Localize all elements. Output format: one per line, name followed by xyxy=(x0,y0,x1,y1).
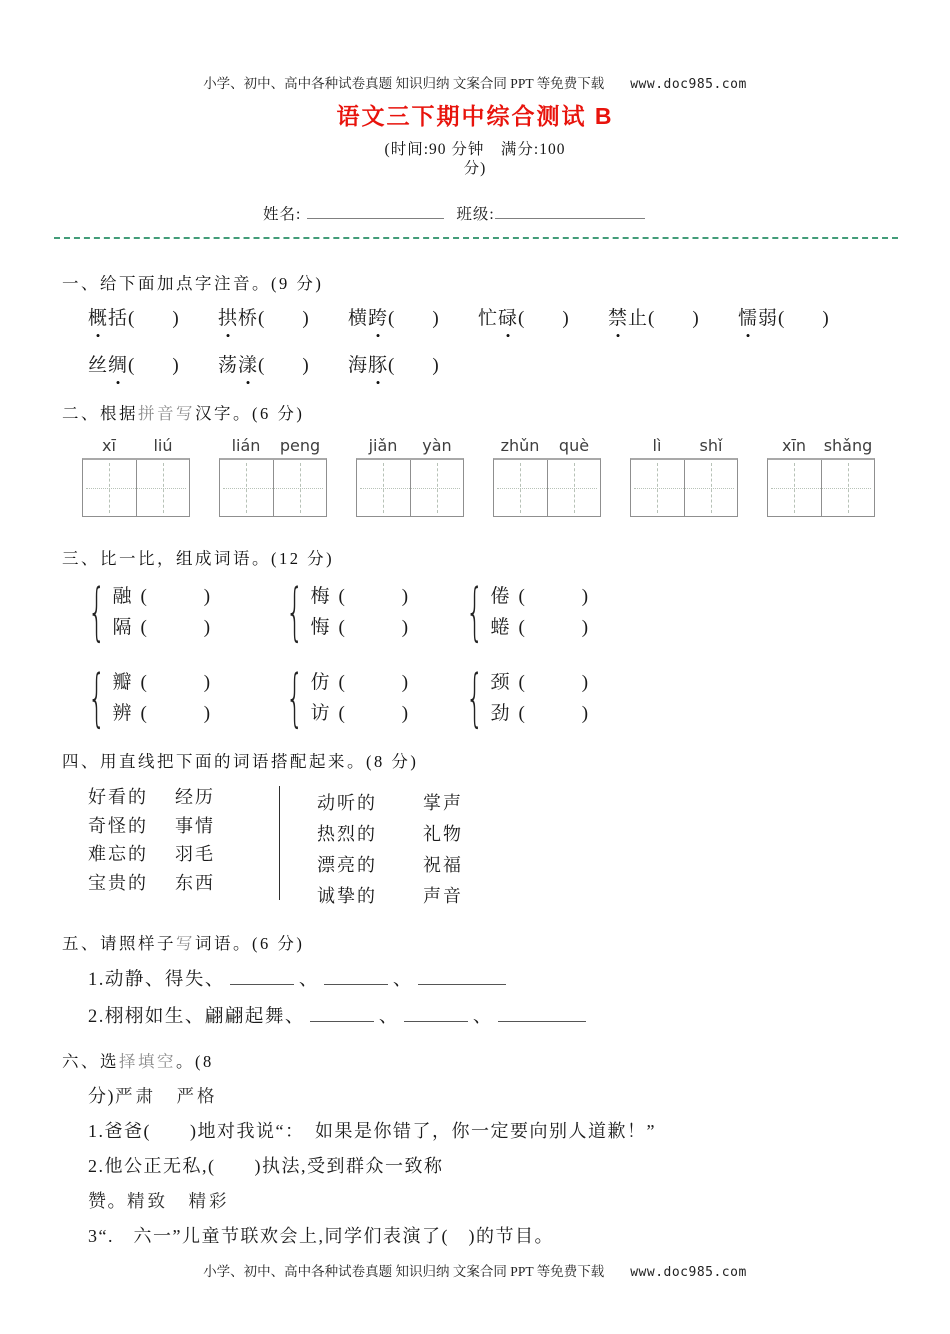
match-word[interactable]: 声音 xyxy=(423,886,463,906)
header-promo-text: 小学、初中、高中各种试卷真题 知识归纳 文案合同 PPT 等免费下载 xyxy=(203,76,605,91)
dotted-char xyxy=(88,303,109,343)
compare-group xyxy=(283,660,463,734)
heading-continuation: 分) xyxy=(88,1086,115,1106)
compare-item xyxy=(310,698,408,729)
page-title: 语文三下期中综合测试 B xyxy=(336,103,614,129)
match-word[interactable]: 漂亮的 xyxy=(317,855,377,875)
match-word[interactable]: 好看的 xyxy=(88,787,148,807)
answer-bracket[interactable]: ( ) xyxy=(338,703,409,724)
writing-cell[interactable] xyxy=(83,460,137,516)
compare-char: 访 xyxy=(310,703,331,724)
brace-icon: { xyxy=(285,574,304,648)
dotted-char xyxy=(738,303,759,343)
emphasis-dot-icon: • xyxy=(225,328,231,343)
compare-item xyxy=(112,612,210,643)
word-dotted: 跨 xyxy=(368,308,389,329)
header-site-url: www.doc985.com xyxy=(630,77,747,92)
answer-bracket[interactable]: ( ) xyxy=(258,308,309,329)
compare-char: 劲 xyxy=(490,703,511,724)
compare-group xyxy=(85,574,283,648)
name-blank-field[interactable] xyxy=(307,203,444,219)
separator-mark: 、 xyxy=(472,1007,493,1027)
pinyin-syllable: xīn xyxy=(781,436,807,455)
exam-info xyxy=(0,140,950,178)
footer-site-url: www.doc985.com xyxy=(630,1265,747,1280)
answer-bracket[interactable]: ( ) xyxy=(140,617,211,638)
answer-bracket[interactable]: ( ) xyxy=(518,672,589,693)
section-5-heading xyxy=(62,930,920,954)
pinyin-label xyxy=(767,436,875,455)
pinyin-syllable: liú xyxy=(153,436,173,455)
heading-seg-gray: 拼音写 xyxy=(138,404,195,423)
compare-item xyxy=(490,612,588,643)
dotted-char xyxy=(108,350,129,390)
compare-char: 融 xyxy=(112,586,133,607)
option-words: 严肃 严格 xyxy=(115,1086,218,1106)
section-1-heading: 一、给下面加点字注音。(9 分) xyxy=(62,274,324,293)
match-word[interactable]: 礼物 xyxy=(423,824,463,844)
question-2-continuation: 赞。 xyxy=(88,1191,127,1211)
compare-item xyxy=(112,667,210,698)
section-1-row-1 xyxy=(88,303,920,343)
word-item xyxy=(88,350,218,390)
answer-bracket[interactable]: ( ) xyxy=(128,355,179,376)
word-post: 桥 xyxy=(238,308,259,329)
word-post: 止 xyxy=(628,308,649,329)
writing-cell[interactable] xyxy=(631,460,685,516)
section-2-heading xyxy=(62,400,920,424)
dotted-char xyxy=(368,303,389,343)
match-word[interactable]: 诚挚的 xyxy=(317,886,377,906)
writing-cell[interactable] xyxy=(274,460,327,516)
compare-char: 蜷 xyxy=(490,617,511,638)
section-2-write-hanzi xyxy=(62,400,920,517)
word-post: 括 xyxy=(108,308,129,329)
word-dotted: 禁 xyxy=(608,308,629,329)
answer-blank[interactable] xyxy=(324,969,388,985)
match-word[interactable]: 动听的 xyxy=(317,793,377,813)
pinyin-label xyxy=(493,436,601,455)
compare-groups xyxy=(85,574,920,734)
compare-group xyxy=(283,574,463,648)
pinyin-grid-item xyxy=(356,436,464,517)
class-label: 班级: xyxy=(456,206,495,223)
emphasis-dot-icon: • xyxy=(115,375,121,390)
dotted-char xyxy=(218,303,239,343)
options-line-1 xyxy=(88,1085,920,1107)
emphasis-dot-icon: • xyxy=(245,375,251,390)
answer-bracket[interactable]: ( ) xyxy=(338,617,409,638)
word-pre: 丝 xyxy=(88,355,109,376)
word-dotted: 豚 xyxy=(368,355,389,376)
writing-grid[interactable] xyxy=(219,458,327,517)
match-word[interactable]: 事情 xyxy=(175,815,215,836)
match-word[interactable]: 掌声 xyxy=(423,793,463,813)
answer-bracket[interactable]: ( ) xyxy=(338,672,409,693)
emphasis-dot-icon: • xyxy=(615,328,621,343)
pinyin-grid-item xyxy=(767,436,875,517)
pinyin-syllable: yàn xyxy=(422,436,452,455)
footer-promo-text: 小学、初中、高中各种试卷真题 知识归纳 文案合同 PPT 等免费下载 xyxy=(203,1264,605,1279)
answer-bracket[interactable]: ( ) xyxy=(128,308,179,329)
emphasis-dot-icon: • xyxy=(95,328,101,343)
answer-bracket[interactable]: ( ) xyxy=(388,355,439,376)
name-label: 姓名: xyxy=(263,206,302,223)
pinyin-syllable: shǎng xyxy=(823,436,873,455)
dotted-char xyxy=(238,350,259,390)
brace-icon: { xyxy=(87,574,106,648)
answer-bracket[interactable]: ( ) xyxy=(518,703,589,724)
heading-seg: 六、选 xyxy=(62,1052,119,1071)
match-col-nouns-b xyxy=(423,788,463,912)
pinyin-label xyxy=(630,436,738,455)
match-col-nouns-a xyxy=(175,783,279,912)
class-blank-field[interactable] xyxy=(495,203,645,219)
writing-cell[interactable] xyxy=(685,460,738,516)
word-item xyxy=(88,303,218,343)
compare-item xyxy=(490,667,588,698)
answer-blank[interactable] xyxy=(404,1006,468,1022)
writing-grid[interactable] xyxy=(630,458,738,517)
separator-mark: 、 xyxy=(392,970,413,990)
pattern-prefix: 2.栩栩如生、翩翩起舞、 xyxy=(88,1007,305,1027)
answer-bracket[interactable]: ( ) xyxy=(518,586,589,607)
dotted-char xyxy=(368,350,389,390)
dashed-separator xyxy=(54,237,898,239)
pinyin-label xyxy=(356,436,464,455)
match-area xyxy=(88,783,920,912)
option-words: 精致 精彩 xyxy=(127,1191,230,1211)
word-dotted: 漾 xyxy=(238,355,259,376)
pattern-prefix: 1.动静、得失、 xyxy=(88,970,225,990)
compare-group xyxy=(463,574,920,648)
word-item xyxy=(608,303,738,343)
emphasis-dot-icon: • xyxy=(505,328,511,343)
section-6-heading xyxy=(62,1048,920,1072)
answer-bracket[interactable]: ( ) xyxy=(778,308,829,329)
answer-blank[interactable] xyxy=(418,969,506,985)
writing-grid[interactable] xyxy=(356,458,464,517)
compare-char: 隔 xyxy=(112,617,133,638)
brace-icon: { xyxy=(285,660,304,734)
compare-char: 瓣 xyxy=(112,672,133,693)
match-word[interactable]: 宝贵的 xyxy=(88,872,148,893)
word-pre: 海 xyxy=(348,355,369,376)
section-1-zhuyin xyxy=(62,270,920,390)
compare-char: 颈 xyxy=(490,672,511,693)
header-bar xyxy=(0,72,950,92)
dotted-char xyxy=(498,303,519,343)
match-col-adjectives-a xyxy=(88,783,175,912)
brace-icon: { xyxy=(465,660,484,734)
footer-bar xyxy=(0,1260,950,1280)
match-word[interactable]: 经历 xyxy=(175,787,215,807)
section-5-word-patterns xyxy=(62,930,920,1028)
answer-bracket[interactable]: ( ) xyxy=(140,703,211,724)
word-item xyxy=(478,303,608,343)
emphasis-dot-icon: • xyxy=(375,328,381,343)
word-post: 弱 xyxy=(758,308,779,329)
writing-grid[interactable] xyxy=(767,458,875,517)
heading-seg: 五、请照样子 xyxy=(62,934,176,953)
compare-char: 倦 xyxy=(490,586,511,607)
compare-item xyxy=(490,581,588,612)
word-item xyxy=(348,350,478,390)
word-dotted: 拱 xyxy=(218,308,239,329)
student-info-row xyxy=(263,202,645,224)
pinyin-grid-row xyxy=(82,436,920,517)
answer-bracket[interactable]: ( ) xyxy=(338,586,409,607)
pinyin-syllable: zhǔn xyxy=(500,436,540,455)
compare-group xyxy=(85,660,283,734)
writing-grid[interactable] xyxy=(82,458,190,517)
writing-cell[interactable] xyxy=(768,460,822,516)
match-word[interactable]: 热烈的 xyxy=(317,824,377,844)
section-4-match-words xyxy=(62,748,920,912)
word-pre: 横 xyxy=(348,308,369,329)
compare-item xyxy=(310,581,408,612)
pinyin-syllable: peng xyxy=(279,436,321,455)
answer-blank[interactable] xyxy=(310,1006,374,1022)
word-item xyxy=(218,303,348,343)
compare-item xyxy=(490,698,588,729)
compare-char: 辨 xyxy=(112,703,133,724)
compare-group xyxy=(463,660,920,734)
pinyin-syllable: xī xyxy=(102,436,116,455)
question-3: 3“. 六一”儿童节联欢会上,同学们表演了( )的节目。 xyxy=(88,1226,554,1246)
section-6-choose-fill xyxy=(62,1048,920,1247)
compare-item xyxy=(310,612,408,643)
answer-bracket[interactable]: ( ) xyxy=(648,308,699,329)
heading-seg: 。(8 xyxy=(176,1052,214,1071)
writing-grid[interactable] xyxy=(493,458,601,517)
pinyin-grid-item xyxy=(219,436,327,517)
section-3-heading: 三、比一比，组成词语。(12 分) xyxy=(62,549,335,568)
exam-info-line2: 分) xyxy=(463,160,487,177)
match-word[interactable]: 奇怪的 xyxy=(88,815,148,836)
word-dotted: 绸 xyxy=(108,355,129,376)
question-2: 2.他公正无私,( )执法,受到群众一致称 xyxy=(88,1156,444,1176)
pinyin-label xyxy=(82,436,190,455)
brace-icon: { xyxy=(87,660,106,734)
section-1-row-2 xyxy=(88,350,920,390)
answer-blank[interactable] xyxy=(230,969,294,985)
heading-seg-gray: 写 xyxy=(176,934,195,953)
writing-cell[interactable] xyxy=(822,460,875,516)
compare-char: 悔 xyxy=(310,617,331,638)
pinyin-syllable: lì xyxy=(652,436,662,455)
writing-cell[interactable] xyxy=(548,460,601,516)
heading-seg: 词语。(6 分) xyxy=(195,934,305,953)
writing-cell[interactable] xyxy=(494,460,548,516)
compare-char: 梅 xyxy=(310,586,331,607)
heading-seg: 汉字。(6 分) xyxy=(195,404,305,423)
separator-mark: 、 xyxy=(378,1007,399,1027)
emphasis-dot-icon: • xyxy=(745,328,751,343)
answer-bracket[interactable]: ( ) xyxy=(140,672,211,693)
answer-bracket[interactable]: ( ) xyxy=(518,617,589,638)
brace-icon: { xyxy=(465,574,484,648)
emphasis-dot-icon: • xyxy=(375,375,381,390)
match-col-adjectives-b xyxy=(317,788,423,912)
pinyin-label xyxy=(219,436,327,455)
pattern-line-2 xyxy=(88,1002,920,1028)
match-word[interactable]: 祝福 xyxy=(423,855,463,875)
options-line-2 xyxy=(88,1190,920,1212)
writing-cell[interactable] xyxy=(411,460,464,516)
word-item xyxy=(738,303,868,343)
answer-blank[interactable] xyxy=(498,1006,586,1022)
dotted-char xyxy=(608,303,629,343)
writing-cell[interactable] xyxy=(357,460,411,516)
answer-bracket[interactable]: ( ) xyxy=(518,308,569,329)
pinyin-grid-item xyxy=(82,436,190,517)
section-4-heading: 四、用直线把下面的词语搭配起来。(8 分) xyxy=(62,752,419,771)
match-word[interactable]: 羽毛 xyxy=(175,844,215,864)
word-dotted: 懦 xyxy=(738,308,759,329)
heading-seg: 二、根据 xyxy=(62,404,138,423)
separator-mark: 、 xyxy=(298,970,319,990)
word-pre: 荡 xyxy=(218,355,239,376)
match-word[interactable]: 东西 xyxy=(175,872,215,893)
word-dotted: 概 xyxy=(88,308,109,329)
pinyin-syllable: lián xyxy=(231,436,261,455)
match-word[interactable]: 难忘的 xyxy=(88,844,148,864)
compare-item xyxy=(310,667,408,698)
section-3-compare-words xyxy=(62,545,920,734)
writing-cell[interactable] xyxy=(137,460,190,516)
match-divider-line xyxy=(279,786,280,900)
compare-item xyxy=(112,581,210,612)
pinyin-grid-item xyxy=(630,436,738,517)
answer-bracket[interactable]: ( ) xyxy=(388,308,439,329)
pinyin-grid-item xyxy=(493,436,601,517)
pattern-line-1 xyxy=(88,965,920,991)
pinyin-syllable: jiǎn xyxy=(368,436,398,455)
writing-cell[interactable] xyxy=(220,460,274,516)
compare-item xyxy=(112,698,210,729)
word-pre: 忙 xyxy=(478,308,499,329)
word-item xyxy=(348,303,478,343)
word-item xyxy=(218,350,348,390)
answer-bracket[interactable]: ( ) xyxy=(140,586,211,607)
exam-info-line1: (时间:90 分钟 满分:100 xyxy=(384,141,566,158)
heading-seg-gray: 择填空 xyxy=(119,1052,176,1071)
pinyin-syllable: shǐ xyxy=(699,436,723,455)
compare-char: 仿 xyxy=(310,672,331,693)
question-1: 1.爸爸( )地对我说“： 如果是你错了，你一定要向别人道歉！” xyxy=(88,1121,656,1141)
answer-bracket[interactable]: ( ) xyxy=(258,355,309,376)
pinyin-syllable: què xyxy=(558,436,590,455)
word-dotted: 碌 xyxy=(498,308,519,329)
